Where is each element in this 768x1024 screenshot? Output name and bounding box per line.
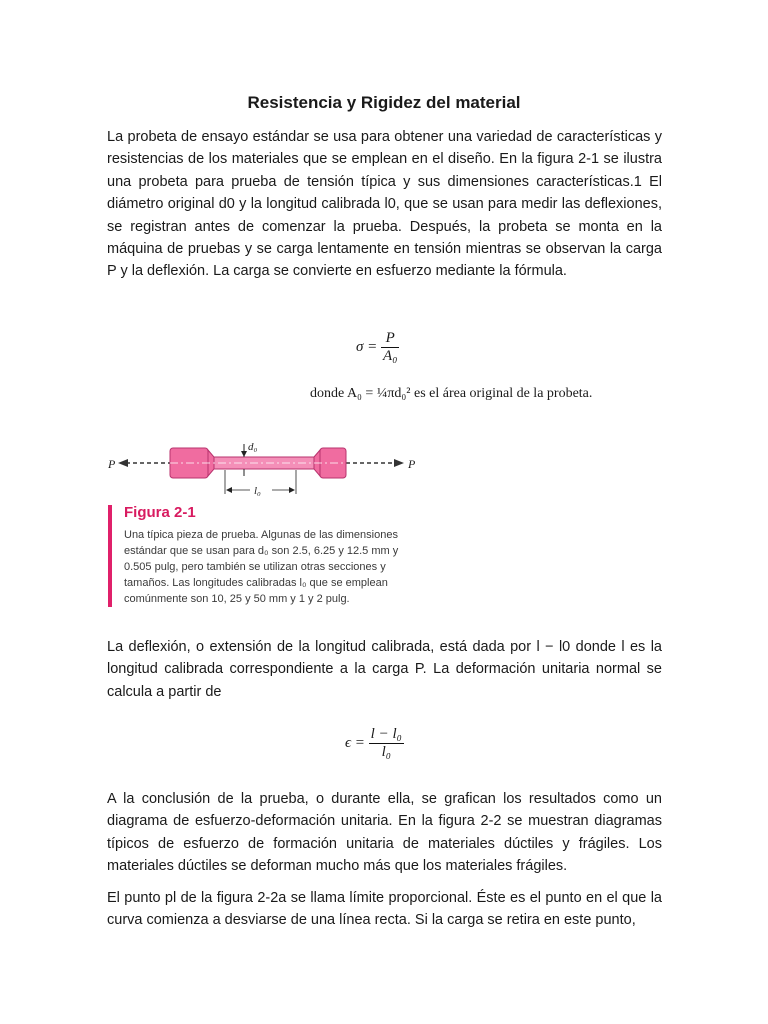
strain-numerator: l − l₀ bbox=[370, 726, 402, 742]
figure-caption-title: Figura 2-1 bbox=[124, 504, 196, 521]
diameter-label: d₀ bbox=[248, 441, 258, 453]
strain-formula bbox=[345, 726, 404, 761]
figure-caption-text: Una típica pieza de prueba. Algunas de las dimensiones estándar que se usan para d₀ son 2.5, 6.25 y 12.5 mm y 0.505 pulg, pero también se utilizan otras secciones y tamaños. Las longitudes calibradas l₀ que se emplean comúnmente son 10, 25 y 50 mm y 1 y 2 pulg. bbox=[124, 529, 399, 605]
load-label-left: P bbox=[108, 457, 116, 471]
strain-denominator: l₀ bbox=[381, 744, 391, 760]
strain-formula-lhs: ϵ = bbox=[345, 734, 365, 751]
arrowhead-right-icon bbox=[394, 459, 404, 467]
stress-formula-lhs: σ = bbox=[356, 338, 378, 355]
paragraph-intro: La probeta de ensayo estándar se usa para obtener una variedad de características y resistencias de los materiales que se emplean en el diseño. En la figura 2-1 se ilustra una probeta para prueba de tensión típica y sus dimensiones características.1 El diámetro original d0 y la longitud calibrada l0, que se usan para medir las deflexiones, se registran antes de comenzar la prueba. Después, la probeta se monta en la máquina de pruebas y se carga lentamente en tensión mientras se observan la carga P y la deflexión. La carga se convierte en esfuerzo mediante la fórmula. bbox=[107, 129, 662, 280]
stress-fraction bbox=[381, 330, 399, 365]
gauge-arrow-right-icon bbox=[289, 487, 295, 493]
paragraph-diagram: A la conclusión de la prueba, o durante ella, se grafican los resultados como un diagrama de esfuerzo-deformación unitaria. En la figura 2-2 se muestran diagramas típicos de esfuerzo de formación unitaria de materiales dúctiles y frágiles. Los materiales dúctiles se deforman mucho más que los materiales frágiles. bbox=[107, 791, 662, 875]
page-title: Resistencia y Rigidez del material bbox=[247, 93, 521, 112]
paragraph-proportional-limit: El punto pl de la figura 2-2a se llama límite proporcional. Éste es el punto en el que la curva comienza a desviarse de una línea recta. Si la carga se retira en este punto, bbox=[107, 890, 662, 929]
diameter-arrow-icon bbox=[241, 451, 247, 457]
figure-caption bbox=[108, 505, 424, 607]
specimen-figure bbox=[108, 436, 428, 502]
load-label-right: P bbox=[408, 457, 416, 471]
stress-numerator: P bbox=[381, 330, 399, 348]
paragraph-deflection: La deflexión, o extensión de la longitud calibrada, está dada por l − l0 donde l es la longitud calibrada correspondiente a la carga P. La deformación unitaria normal se calcula a partir de bbox=[107, 639, 662, 700]
stress-denominator: A₀ bbox=[383, 348, 398, 364]
strain-fraction bbox=[369, 726, 404, 761]
stress-formula bbox=[356, 330, 399, 365]
gauge-label: l₀ bbox=[254, 485, 261, 497]
gauge-arrow-left-icon bbox=[226, 487, 232, 493]
arrowhead-left-icon bbox=[118, 459, 128, 467]
area-definition: donde A₀ = ¼πd₀² es el área original de la probeta. bbox=[310, 386, 593, 401]
